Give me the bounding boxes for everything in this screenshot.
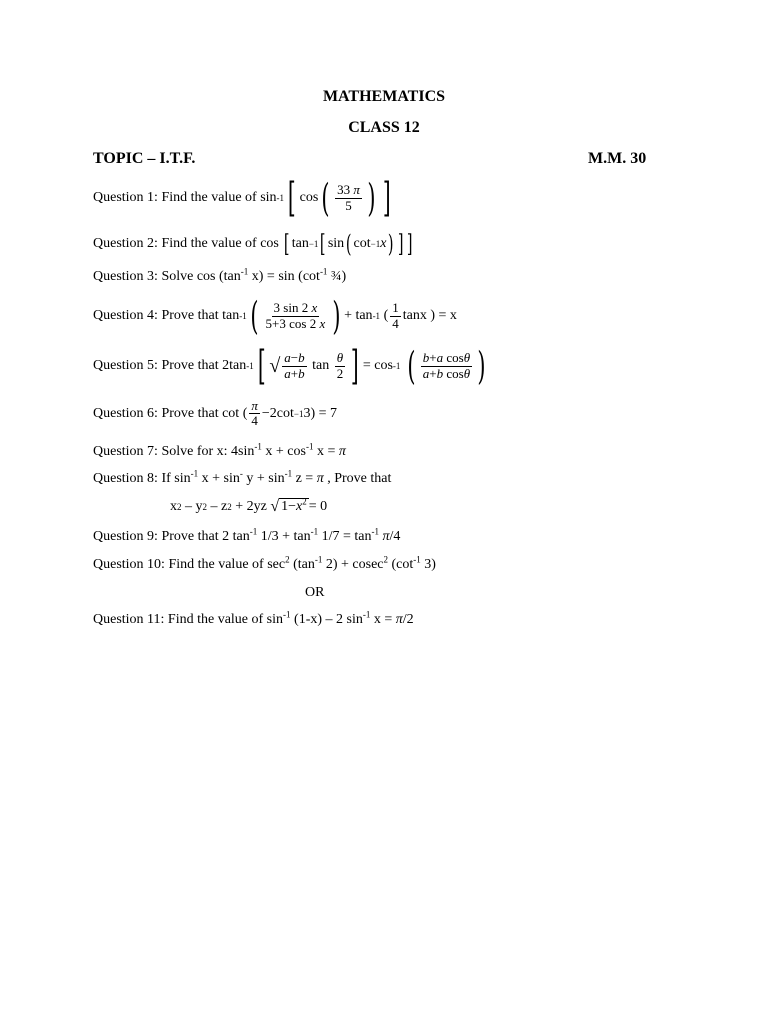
topic-heading: TOPIC – I.T.F. [93,150,196,167]
q1-fraction: $\frac{33 \pi}{5}$ [337,182,360,213]
question-2: Question 2: Find the value of cos [ tan −1 [ sin ( cot −1 x ) ] ] [93,230,413,258]
question-9: Question 9: Prove that 2 $\tan^{-1} 1/3 + \tan^{-1} 1/7 = \tan^{-1} \pi/4$ [93,526,401,544]
q4-fraction: $\frac{3 \sin 2 x}{5+3 \cos 2 x}$ [265,300,326,331]
question-7: Question 7: Solve for x: $4\sin^{-1}$ $x + \cos^{-1} x = \pi$ [93,441,346,459]
question-11: Question 11: Find the value of $\sin^{-1} (1-x) - 2$ $\sin^{-1} x = \pi/2$ [93,609,414,627]
question-8: Question 8: If $\sin^{-1} x + \sin^- y + \sin^{-1} z = \pi$ , Prove that [93,468,392,486]
question-10: Question 10: Find the value of $\sec^2 (\tan^{-1}$ 2) + cosec$^2$ ($\cot^{-1}$ 3) [93,554,436,572]
question-8-equation: x 2 – y 2 – z 2 + 2yz √ $1-x^2$ = 0 [170,496,328,515]
or-separator: OR [305,585,325,600]
q5-sqrt-fraction: $\frac{a-b}{a+b}$ [284,350,305,381]
max-marks: M.M. 30 [588,150,647,167]
subject-title: MATHEMATICS [322,88,446,105]
question-4: Question 4: Prove that tan -1 ( $\frac{3 \sin 2 x}{5+3 \cos 2 x}$ ) + tan -1 ( $\frac{1}{4}$ tanx ) = x [93,294,457,338]
q4-quarter: $\frac{1}{4}$ [392,300,399,331]
question-5: Question 5: Prove that 2tan -1 [ √ $\frac{a-b}{a+b}$ tan $\frac{\theta}{2}$ ] = cos -1 ( $\frac{\text{b+a cosθ}}{\text{a+b cosθ}}$ ) [93,343,486,389]
question-1: Question 1: Find the value of sin -1 [ cos ( $\frac{33 \pi}{5}$ ) ] [93,175,391,221]
class-title: CLASS 12 [348,119,420,136]
q5-theta-fraction: $\frac{\theta}{2}$ [336,350,344,381]
q5-cos-fraction: $\frac{\text{b+a cosθ}}{\text{a+b cosθ}}$ [422,350,471,381]
question-6: Question 6: Prove that cot ( $\frac{\pi}{4}$ −2cot −1 3 ) = 7 [93,398,338,429]
question-3: Question 3: Solve $\cos (\tan^{-1}$ $x) = \sin (\cot^{-1}$ ¾) [93,266,347,284]
q6-fraction: $\frac{\pi}{4}$ [251,398,258,429]
